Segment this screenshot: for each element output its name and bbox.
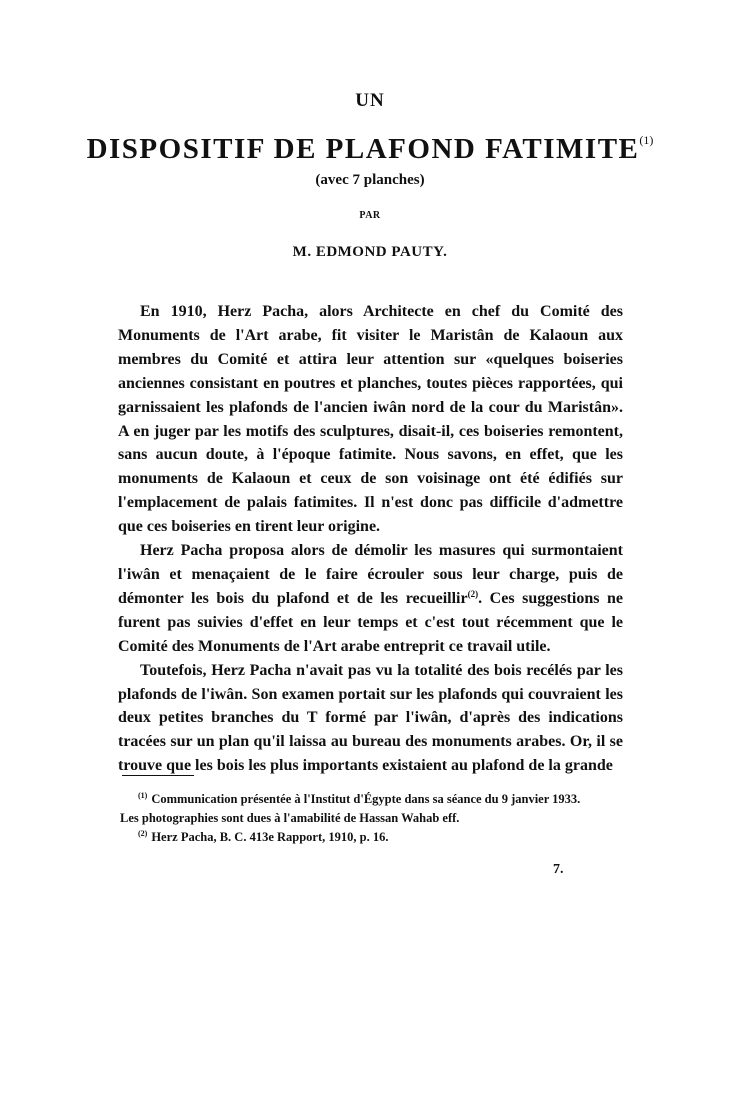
- article-title-text: DISPOSITIF DE PLAFOND FATIMITE: [86, 133, 640, 165]
- article-subtitle: (avec 7 planches): [315, 172, 425, 188]
- by-line-label: PAR: [359, 210, 381, 221]
- footnote-2: [120, 828, 626, 847]
- footnote-2-text: Herz Pacha, B. C. 413e Rapport, 1910, p. 16.: [151, 830, 389, 844]
- footnote-1-continuation: Les photographies sont dues à l'amabilité de Hassan Wahab eff.: [120, 811, 460, 825]
- body-paragraph-3: Toutefois, Herz Pacha n'avait pas vu la totalité des bois recélés par les plafonds de l'iwân. Son examen portait sur les plafonds qui couvraient les deux petites branches du T formé par l'iwân, d'après des indications tracées sur un plan qu'il laissa au bureau des monuments arabes. Or, il se trouve que les bois les plus importants existaient au plafond de la grande: [118, 661, 623, 775]
- title-footnote-marker[interactable]: (1): [639, 133, 654, 147]
- footnote-1-marker: (1): [138, 791, 148, 800]
- footnote-1-text: Communication présentée à l'Institut d'Égypte dans sa séance du 9 janvier 1933.: [151, 792, 581, 806]
- page-number: 7.: [553, 862, 564, 877]
- body-paragraph-2-part-b: . Ces suggestions ne furent pas suivies d'effet en leur temps et c'est tout récemment que le Comité des Monuments de l'Art arabe entreprit ce travail utile.: [118, 589, 624, 655]
- body-paragraph-2-part-a: Herz Pacha proposa alors de démolir les masures qui surmontaient l'iwân et menaçaient de le faire écrouler sous leur charge, puis de démonter les bois du plafond et de les recueillir: [118, 542, 623, 607]
- heading-un: UN: [355, 90, 385, 111]
- footnote-1: [120, 790, 626, 809]
- body-paragraph-2: [118, 539, 623, 659]
- paragraph-footnote-marker[interactable]: (2): [467, 588, 479, 599]
- footnote-divider: [122, 775, 194, 776]
- footnote-2-marker: (2): [138, 829, 148, 838]
- footnotes-section: [120, 790, 626, 847]
- author-name: M. EDMOND PAUTY.: [292, 244, 448, 260]
- body-paragraph-1: En 1910, Herz Pacha, alors Architecte en chef du Comité des Monuments de l'Art arabe, fit visiter le Maristân de Kalaoun aux membres du Comité et attira leur attention sur «quelques boiseries anciennes consistant en poutres et planches, toutes pièces rapportées, qui garnissaient les plafonds de l'ancien iwân nord de la cour du Maristân». A en juger par les motifs des sculptures, disait-il, ces boiseries remontent, sans aucun doute, à l'époque fatimite. Nous savons, en effet, que les monuments de Kalaoun et ceux de son voisinage ont été édifiés sur l'emplacement de palais fatimites. Il n'est donc pas difficile d'admettre que ces boiseries en tirent leur origine.: [118, 303, 623, 536]
- article-body: [118, 300, 623, 778]
- article-title: [0, 133, 740, 166]
